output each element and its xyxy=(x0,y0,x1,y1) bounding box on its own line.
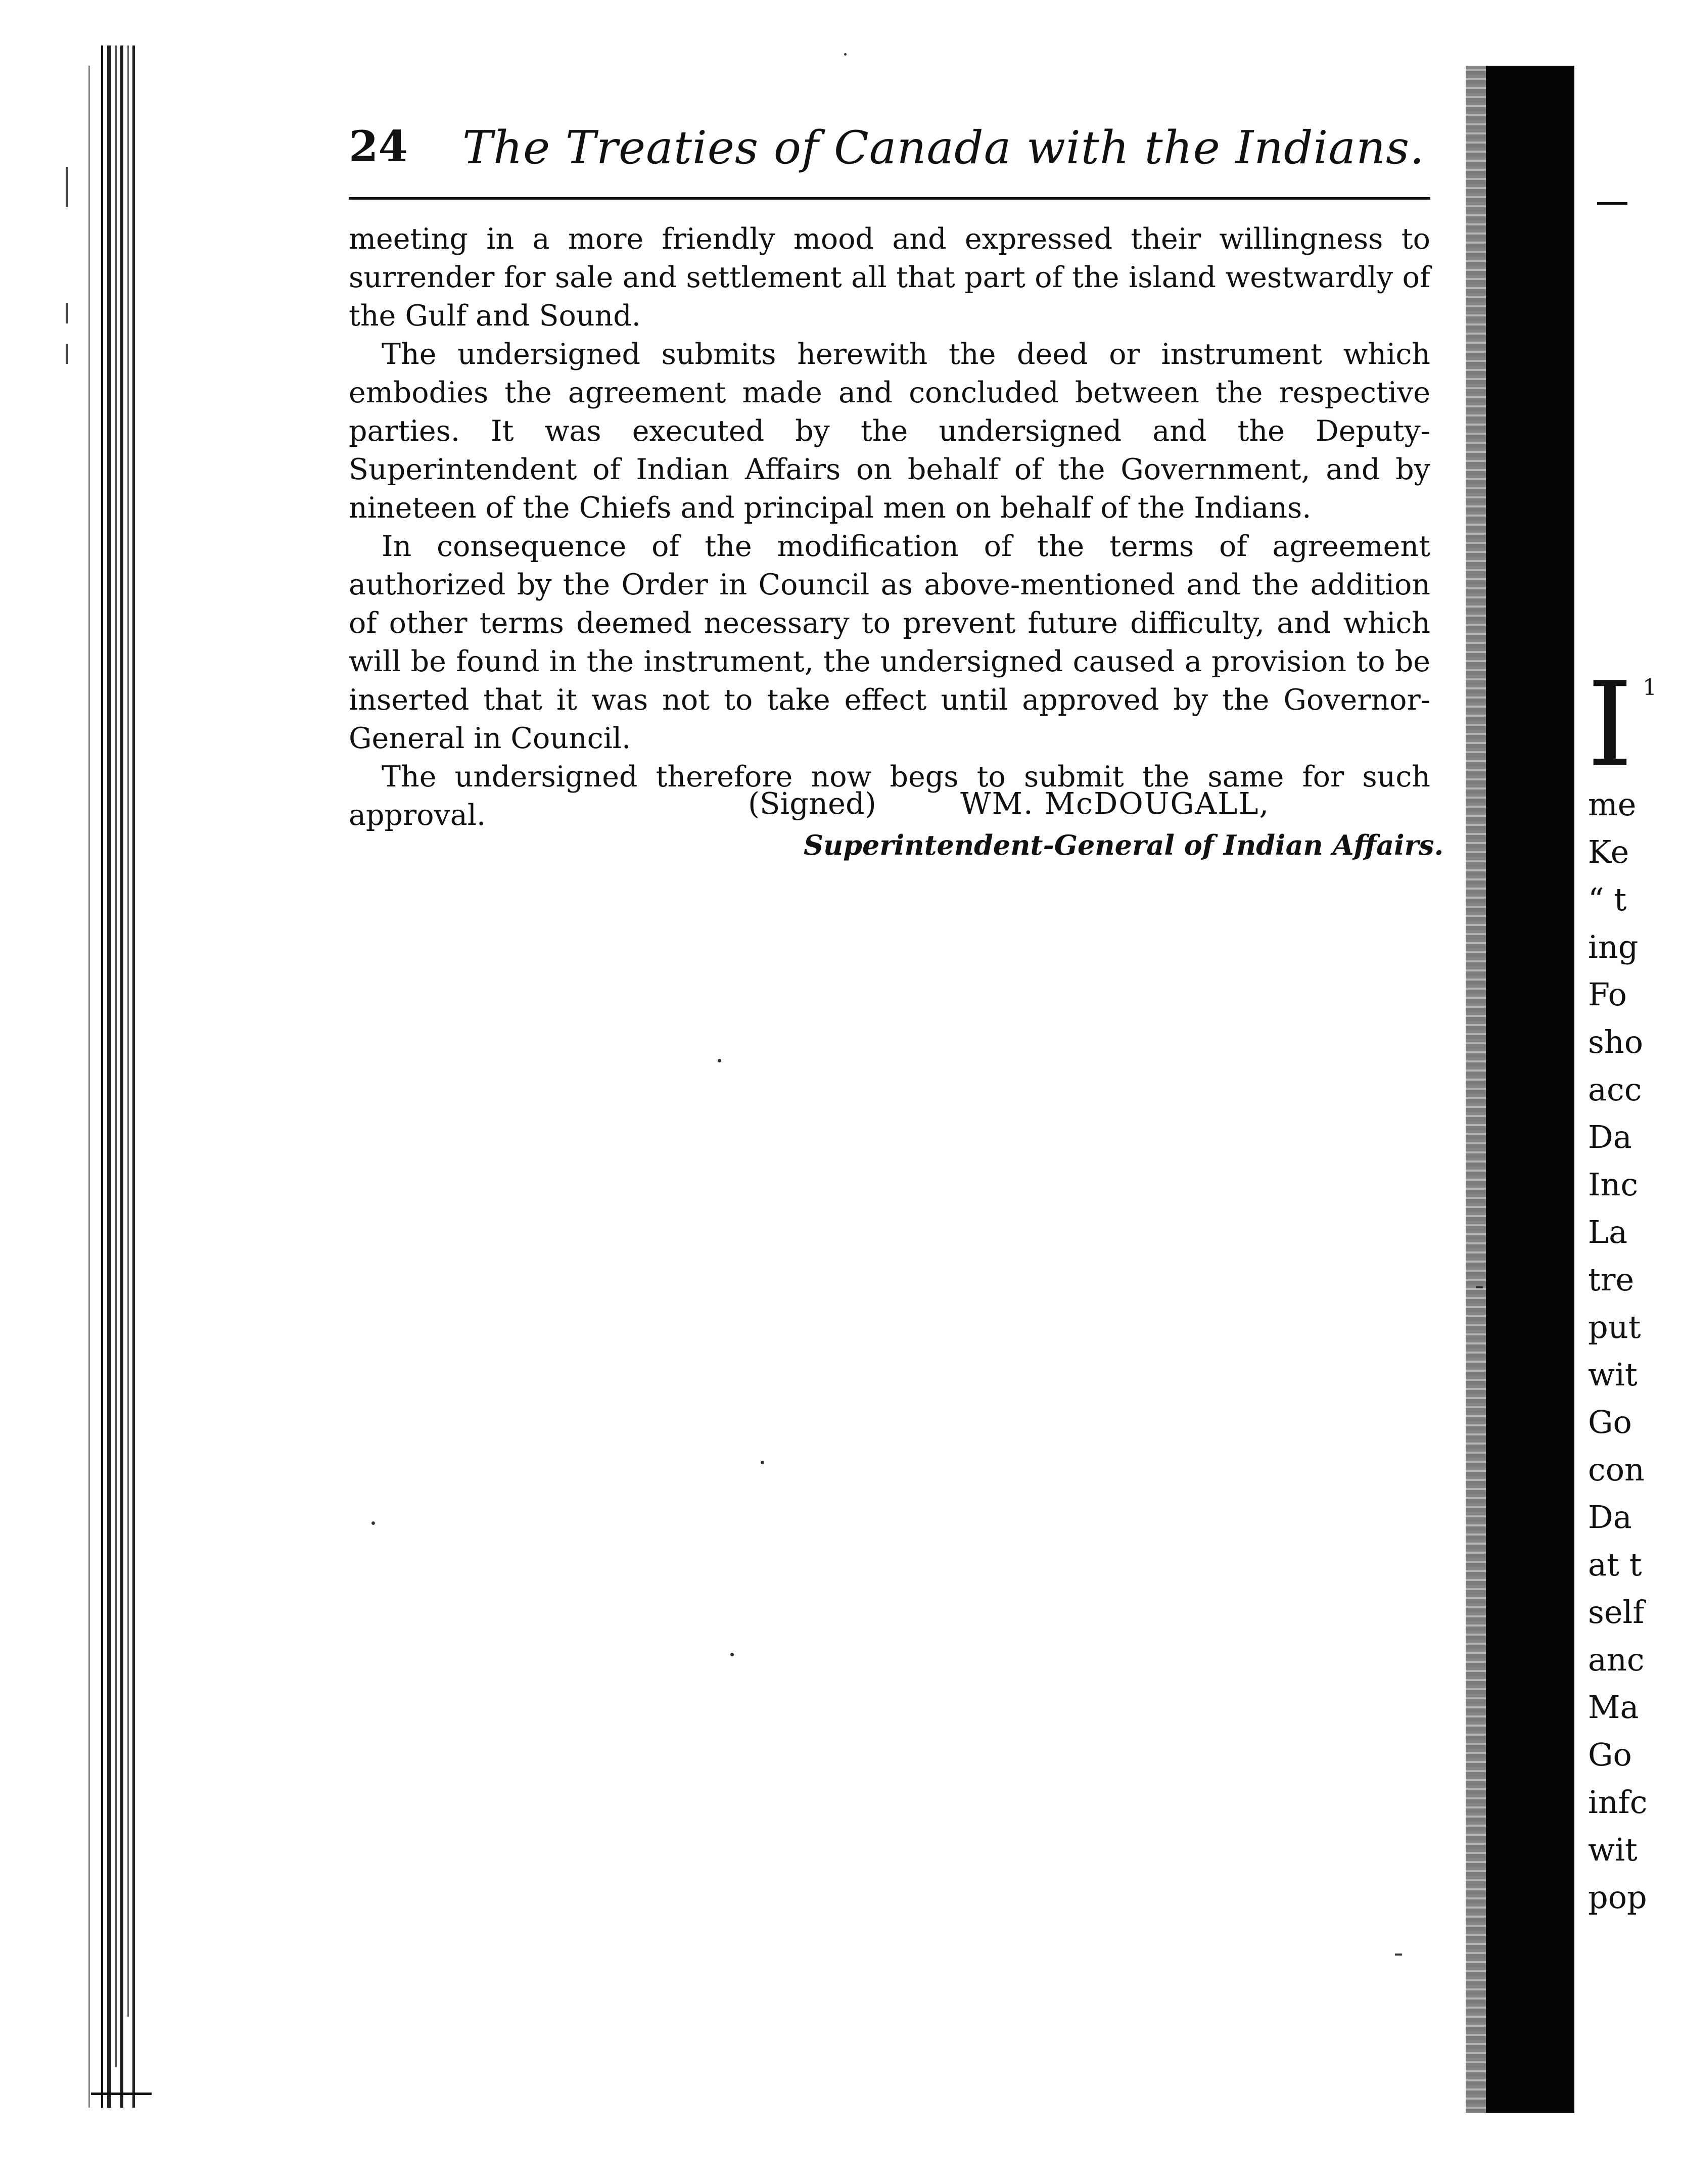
facing-line: wit xyxy=(1588,1356,1638,1393)
facing-line: Inc xyxy=(1588,1166,1639,1203)
facing-line: anc xyxy=(1588,1641,1645,1678)
facing-line: ing xyxy=(1588,928,1639,965)
facing-line: Da xyxy=(1588,1119,1632,1155)
page-number: 24 xyxy=(349,121,408,171)
facing-line: Fo xyxy=(1588,976,1627,1013)
facing-line: con xyxy=(1588,1451,1645,1488)
drop-cap-fragment: 1 xyxy=(1643,675,1657,701)
running-title: The Treaties of Canada with the Indians. xyxy=(462,121,1425,174)
scan-speck xyxy=(1395,1954,1402,1956)
facing-page-fragment xyxy=(1587,0,1681,2184)
page-header xyxy=(349,121,1430,182)
facing-line: pop xyxy=(1588,1879,1647,1916)
paragraph: The undersigned submits herewith the deed or instrument which embodies the agreement made and concluded between the respective parties. It was executed by the undersigned and the Deputy-Superintendent of Indian Affairs on behalf of the Government, and by nineteen of the Chiefs and principal men on behalf of the Indians. xyxy=(349,338,1430,525)
facing-line: infc xyxy=(1588,1784,1648,1821)
facing-line: tre xyxy=(1588,1261,1635,1298)
signer-title: Superintendent-General of Indian Affairs. xyxy=(804,829,1444,861)
paragraph-continued: meeting in a more friendly mood and expressed their willingness to surrender for sale and settlement all that part of the island westwardly of the Gulf and Sound. xyxy=(349,222,1430,333)
facing-line: “ t xyxy=(1588,881,1627,918)
scan-speck xyxy=(761,1461,764,1464)
signed-label: (Signed) xyxy=(748,786,876,821)
facing-line: wit xyxy=(1588,1831,1638,1868)
drop-cap: I xyxy=(1587,658,1633,793)
facing-page-lines xyxy=(1588,781,1647,1921)
facing-line: at t xyxy=(1588,1546,1642,1583)
paragraph: The undersigned therefore now begs to submit the same for such approval. xyxy=(349,760,1430,832)
facing-line: Ma xyxy=(1588,1689,1639,1726)
facing-line: self xyxy=(1588,1594,1645,1631)
facing-line: La xyxy=(1588,1214,1628,1250)
header-rule xyxy=(349,197,1430,200)
facing-line: Da xyxy=(1588,1499,1632,1536)
body-text xyxy=(349,220,1430,834)
scan-speck xyxy=(718,1059,721,1062)
scan-speck xyxy=(371,1521,375,1525)
facing-page-rule xyxy=(1597,202,1627,205)
scan-speck xyxy=(844,53,847,56)
facing-line: Ke xyxy=(1588,833,1629,870)
facing-line: put xyxy=(1588,1309,1641,1345)
facing-line: me xyxy=(1588,786,1637,823)
scan-speck xyxy=(730,1653,734,1656)
facing-line: Go xyxy=(1588,1736,1632,1773)
signer-name: WM. McDOUGALL, xyxy=(960,786,1270,821)
paragraph: In consequence of the modification of the terms of agreement authorized by the Order in Council as above-mentioned and the addition of other terms deemed necessary to prevent future difficulty, and which will be found in the instrument, the undersigned caused a provision to be inserted that it was not to take effect until approved by the Governor-General in Council. xyxy=(349,530,1430,755)
facing-line: sho xyxy=(1588,1024,1644,1060)
facing-line: acc xyxy=(1588,1071,1642,1108)
binding-shadow xyxy=(1486,66,1574,2113)
facing-line: Go xyxy=(1588,1404,1632,1440)
